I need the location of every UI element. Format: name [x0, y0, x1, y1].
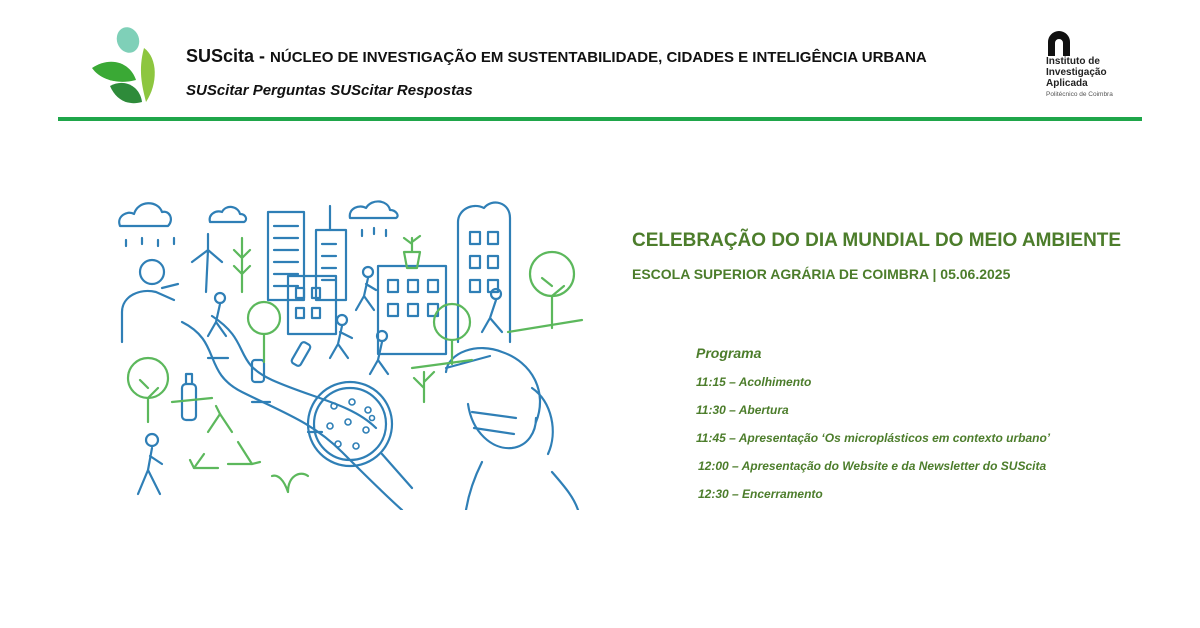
header-title — [186, 46, 927, 67]
iia-line-4: Politécnico de Coimbra — [1046, 91, 1113, 98]
suscita-logo-icon — [88, 26, 162, 108]
event-subtitle: ESCOLA SUPERIOR AGRÁRIA DE COIMBRA | 05.06.2025 — [632, 266, 1011, 282]
iia-line-2: Investigação — [1046, 67, 1107, 78]
programme-item: 12:30 – Encerramento — [698, 487, 823, 501]
brand-name: SUScita — [186, 46, 255, 66]
iia-line-3: Aplicada — [1046, 78, 1088, 89]
sustainable-city-illustration — [112, 192, 597, 510]
programme-item: 11:45 – Apresentação ‘Os microplásticos em contexto urbano’ — [696, 431, 1051, 445]
tagline: SUScitar Perguntas SUScitar Respostas — [186, 82, 473, 99]
programme-item: 11:30 – Abertura — [696, 403, 789, 417]
title-separator: - — [254, 46, 271, 66]
iia-logo — [1046, 30, 1136, 98]
programme-item: 11:15 – Acolhimento — [696, 375, 812, 389]
organization-full-name: NÚCLEO DE INVESTIGAÇÃO EM SUSTENTABILIDADE, CIDADES E INTELIGÊNCIA URBANA — [270, 49, 927, 66]
programme-heading: Programa — [696, 345, 762, 361]
event-title: CELEBRAÇÃO DO DIA MUNDIAL DO MEIO AMBIENTE — [632, 230, 1122, 251]
iia-arch-icon — [1046, 30, 1072, 56]
header-divider — [58, 117, 1142, 121]
programme-item: 12:00 – Apresentação do Website e da Newsletter do SUScita — [698, 459, 1047, 473]
iia-line-1: Instituto de — [1046, 56, 1100, 67]
